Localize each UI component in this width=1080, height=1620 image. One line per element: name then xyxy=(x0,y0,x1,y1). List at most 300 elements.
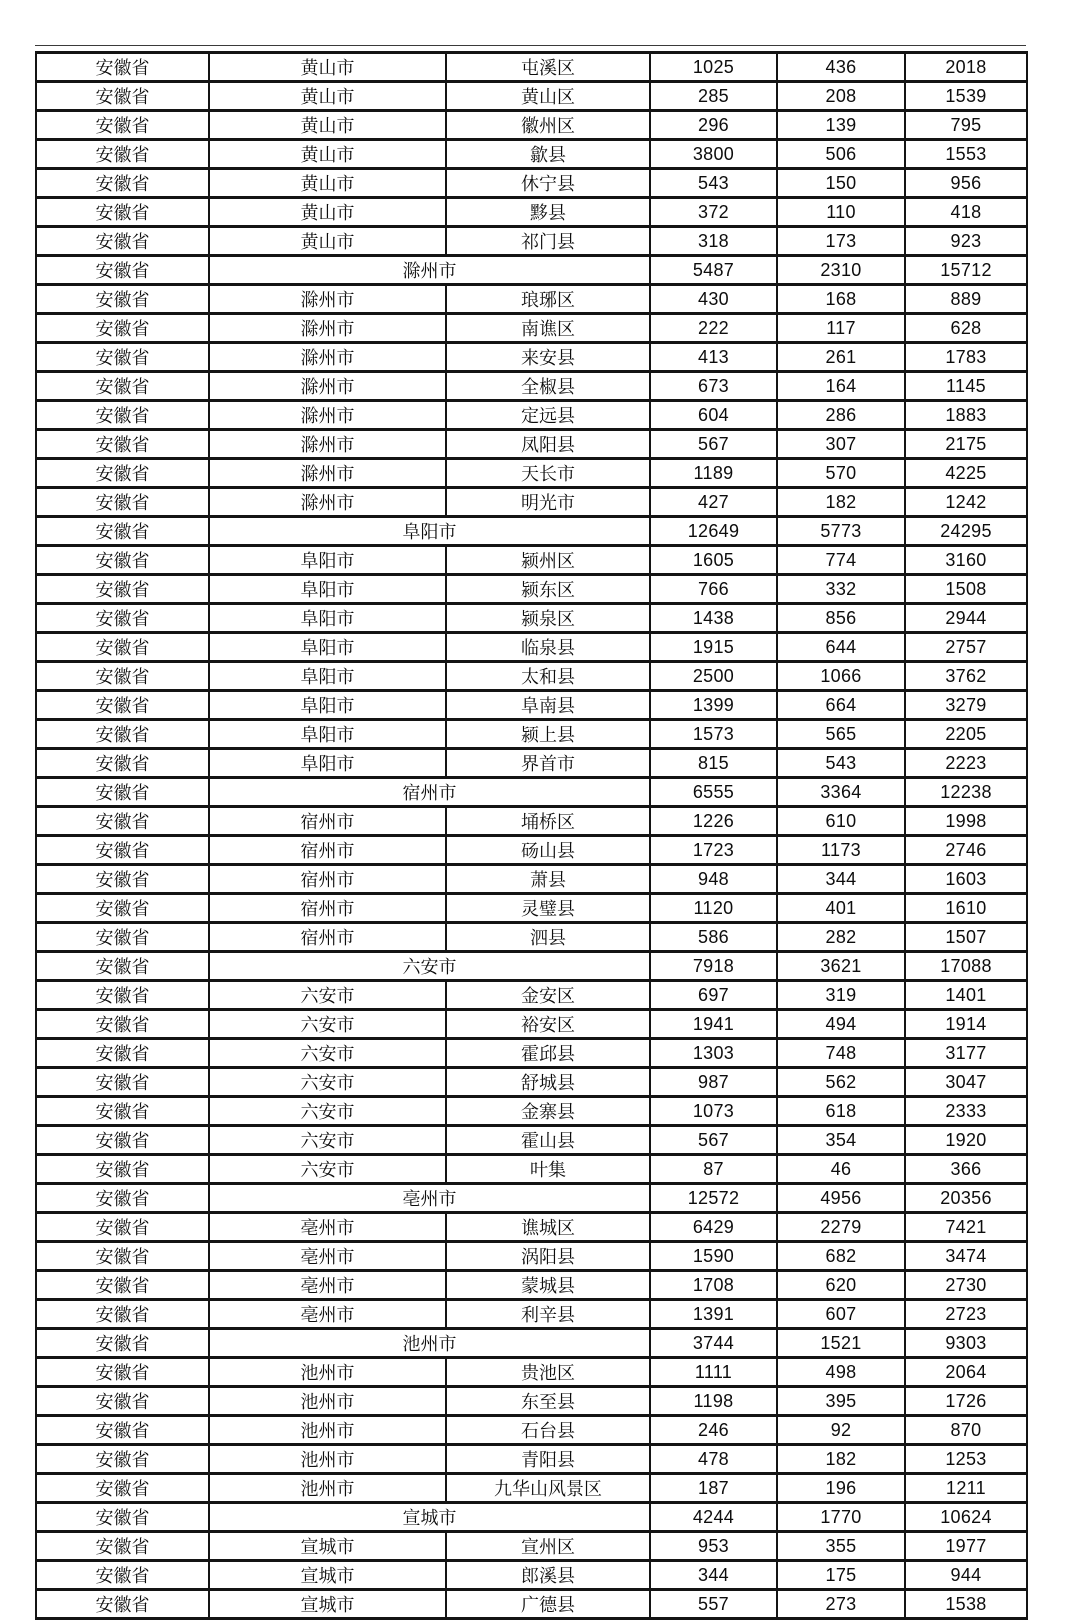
value-cell: 478 xyxy=(650,1445,777,1474)
province-cell: 安徽省 xyxy=(36,1039,209,1068)
region-table-body xyxy=(36,53,1027,1619)
table-row xyxy=(36,923,1027,952)
table-row xyxy=(36,1445,1027,1474)
value-cell: 436 xyxy=(777,53,905,82)
city-cell: 宿州市 xyxy=(209,836,446,865)
table-row xyxy=(36,53,1027,82)
district-cell: 太和县 xyxy=(446,662,650,691)
value-cell: 644 xyxy=(777,633,905,662)
table-row xyxy=(36,343,1027,372)
value-cell: 366 xyxy=(905,1155,1027,1184)
district-cell: 来安县 xyxy=(446,343,650,372)
value-cell: 673 xyxy=(650,372,777,401)
value-cell: 4244 xyxy=(650,1503,777,1532)
value-cell: 5773 xyxy=(777,517,905,546)
table-row xyxy=(36,749,1027,778)
province-cell: 安徽省 xyxy=(36,169,209,198)
value-cell: 2310 xyxy=(777,256,905,285)
table-row xyxy=(36,691,1027,720)
value-cell: 1726 xyxy=(905,1387,1027,1416)
district-cell: 休宁县 xyxy=(446,169,650,198)
value-cell: 2500 xyxy=(650,662,777,691)
value-cell: 92 xyxy=(777,1416,905,1445)
value-cell: 2757 xyxy=(905,633,1027,662)
value-cell: 430 xyxy=(650,285,777,314)
table-row xyxy=(36,1358,1027,1387)
district-cell: 涡阳县 xyxy=(446,1242,650,1271)
province-cell: 安徽省 xyxy=(36,517,209,546)
city-cell: 黄山市 xyxy=(209,169,446,198)
value-cell: 923 xyxy=(905,227,1027,256)
city-cell: 宣城市 xyxy=(209,1590,446,1619)
province-cell: 安徽省 xyxy=(36,1561,209,1590)
province-cell: 安徽省 xyxy=(36,285,209,314)
city-cell: 宿州市 xyxy=(209,923,446,952)
value-cell: 1401 xyxy=(905,981,1027,1010)
city-cell: 阜阳市 xyxy=(209,633,446,662)
value-cell: 87 xyxy=(650,1155,777,1184)
value-cell: 246 xyxy=(650,1416,777,1445)
city-cell: 黄山市 xyxy=(209,227,446,256)
value-cell: 567 xyxy=(650,430,777,459)
province-cell: 安徽省 xyxy=(36,111,209,140)
table-row xyxy=(36,198,1027,227)
value-cell: 17088 xyxy=(905,952,1027,981)
table-row xyxy=(36,1010,1027,1039)
value-cell: 953 xyxy=(650,1532,777,1561)
value-cell: 12572 xyxy=(650,1184,777,1213)
district-cell: 霍邱县 xyxy=(446,1039,650,1068)
value-cell: 1438 xyxy=(650,604,777,633)
province-cell: 安徽省 xyxy=(36,1271,209,1300)
province-cell: 安徽省 xyxy=(36,1155,209,1184)
city-cell: 六安市 xyxy=(209,1126,446,1155)
province-cell: 安徽省 xyxy=(36,662,209,691)
value-cell: 2746 xyxy=(905,836,1027,865)
province-cell: 安徽省 xyxy=(36,372,209,401)
value-cell: 182 xyxy=(777,1445,905,1474)
value-cell: 2944 xyxy=(905,604,1027,633)
value-cell: 586 xyxy=(650,923,777,952)
table-row xyxy=(36,285,1027,314)
value-cell: 4225 xyxy=(905,459,1027,488)
value-cell: 697 xyxy=(650,981,777,1010)
province-cell: 安徽省 xyxy=(36,894,209,923)
district-cell: 歙县 xyxy=(446,140,650,169)
value-cell: 3160 xyxy=(905,546,1027,575)
province-cell: 安徽省 xyxy=(36,778,209,807)
table-row xyxy=(36,575,1027,604)
city-cell: 阜阳市 xyxy=(209,546,446,575)
city-cell: 阜阳市 xyxy=(209,691,446,720)
table-row xyxy=(36,401,1027,430)
value-cell: 3177 xyxy=(905,1039,1027,1068)
value-cell: 795 xyxy=(905,111,1027,140)
value-cell: 413 xyxy=(650,343,777,372)
city-cell: 六安市 xyxy=(209,1155,446,1184)
province-cell: 安徽省 xyxy=(36,1213,209,1242)
table-row xyxy=(36,836,1027,865)
province-cell: 安徽省 xyxy=(36,1184,209,1213)
value-cell: 3474 xyxy=(905,1242,1027,1271)
district-cell: 广德县 xyxy=(446,1590,650,1619)
city-summary-row xyxy=(36,517,1027,546)
district-cell: 颍泉区 xyxy=(446,604,650,633)
value-cell: 1066 xyxy=(777,662,905,691)
district-cell: 九华山风景区 xyxy=(446,1474,650,1503)
table-row xyxy=(36,604,1027,633)
value-cell: 618 xyxy=(777,1097,905,1126)
province-cell: 安徽省 xyxy=(36,923,209,952)
city-summary-row xyxy=(36,256,1027,285)
value-cell: 1783 xyxy=(905,343,1027,372)
province-cell: 安徽省 xyxy=(36,604,209,633)
table-row xyxy=(36,1590,1027,1619)
value-cell: 1915 xyxy=(650,633,777,662)
district-cell: 颍东区 xyxy=(446,575,650,604)
district-cell: 石台县 xyxy=(446,1416,650,1445)
value-cell: 9303 xyxy=(905,1329,1027,1358)
value-cell: 1145 xyxy=(905,372,1027,401)
value-cell: 2175 xyxy=(905,430,1027,459)
province-cell: 安徽省 xyxy=(36,1300,209,1329)
table-row xyxy=(36,894,1027,923)
city-cell: 阜阳市 xyxy=(209,662,446,691)
district-cell: 叶集 xyxy=(446,1155,650,1184)
value-cell: 1603 xyxy=(905,865,1027,894)
province-cell: 安徽省 xyxy=(36,1532,209,1561)
province-cell: 安徽省 xyxy=(36,53,209,82)
value-cell: 196 xyxy=(777,1474,905,1503)
district-cell: 阜南县 xyxy=(446,691,650,720)
value-cell: 1508 xyxy=(905,575,1027,604)
value-cell: 344 xyxy=(777,865,905,894)
district-cell: 天长市 xyxy=(446,459,650,488)
district-cell: 定远县 xyxy=(446,401,650,430)
value-cell: 3762 xyxy=(905,662,1027,691)
city-cell: 六安市 xyxy=(209,1097,446,1126)
value-cell: 562 xyxy=(777,1068,905,1097)
district-cell: 祁门县 xyxy=(446,227,650,256)
value-cell: 2730 xyxy=(905,1271,1027,1300)
value-cell: 12649 xyxy=(650,517,777,546)
table-row xyxy=(36,1416,1027,1445)
city-cell: 滁州市 xyxy=(209,459,446,488)
city-cell: 滁州市 xyxy=(209,285,446,314)
table-row xyxy=(36,1068,1027,1097)
value-cell: 372 xyxy=(650,198,777,227)
value-cell: 987 xyxy=(650,1068,777,1097)
province-cell: 安徽省 xyxy=(36,401,209,430)
table-row xyxy=(36,1242,1027,1271)
value-cell: 1189 xyxy=(650,459,777,488)
table-row xyxy=(36,633,1027,662)
value-cell: 1242 xyxy=(905,488,1027,517)
value-cell: 948 xyxy=(650,865,777,894)
city-total-cell: 亳州市 xyxy=(209,1184,650,1213)
province-cell: 安徽省 xyxy=(36,488,209,517)
province-cell: 安徽省 xyxy=(36,1242,209,1271)
table-row xyxy=(36,140,1027,169)
city-cell: 阜阳市 xyxy=(209,749,446,778)
district-cell: 泗县 xyxy=(446,923,650,952)
value-cell: 344 xyxy=(650,1561,777,1590)
value-cell: 24295 xyxy=(905,517,1027,546)
table-row xyxy=(36,807,1027,836)
value-cell: 1977 xyxy=(905,1532,1027,1561)
value-cell: 3279 xyxy=(905,691,1027,720)
district-cell: 霍山县 xyxy=(446,1126,650,1155)
value-cell: 870 xyxy=(905,1416,1027,1445)
value-cell: 286 xyxy=(777,401,905,430)
value-cell: 10624 xyxy=(905,1503,1027,1532)
district-cell: 徽州区 xyxy=(446,111,650,140)
value-cell: 173 xyxy=(777,227,905,256)
district-cell: 砀山县 xyxy=(446,836,650,865)
table-row xyxy=(36,720,1027,749)
value-cell: 1723 xyxy=(650,836,777,865)
table-row xyxy=(36,459,1027,488)
value-cell: 2333 xyxy=(905,1097,1027,1126)
value-cell: 815 xyxy=(650,749,777,778)
value-cell: 164 xyxy=(777,372,905,401)
value-cell: 604 xyxy=(650,401,777,430)
city-cell: 阜阳市 xyxy=(209,720,446,749)
province-cell: 安徽省 xyxy=(36,720,209,749)
value-cell: 5487 xyxy=(650,256,777,285)
value-cell: 3047 xyxy=(905,1068,1027,1097)
province-cell: 安徽省 xyxy=(36,865,209,894)
value-cell: 208 xyxy=(777,82,905,111)
province-cell: 安徽省 xyxy=(36,836,209,865)
province-cell: 安徽省 xyxy=(36,952,209,981)
city-cell: 六安市 xyxy=(209,1039,446,1068)
value-cell: 1198 xyxy=(650,1387,777,1416)
value-cell: 355 xyxy=(777,1532,905,1561)
city-cell: 六安市 xyxy=(209,1010,446,1039)
table-row xyxy=(36,430,1027,459)
value-cell: 110 xyxy=(777,198,905,227)
value-cell: 1538 xyxy=(905,1590,1027,1619)
value-cell: 1521 xyxy=(777,1329,905,1358)
district-cell: 东至县 xyxy=(446,1387,650,1416)
table-row xyxy=(36,1155,1027,1184)
table-row xyxy=(36,82,1027,111)
value-cell: 1770 xyxy=(777,1503,905,1532)
value-cell: 748 xyxy=(777,1039,905,1068)
value-cell: 222 xyxy=(650,314,777,343)
value-cell: 607 xyxy=(777,1300,905,1329)
value-cell: 7421 xyxy=(905,1213,1027,1242)
value-cell: 273 xyxy=(777,1590,905,1619)
city-total-cell: 池州市 xyxy=(209,1329,650,1358)
city-cell: 六安市 xyxy=(209,981,446,1010)
district-cell: 界首市 xyxy=(446,749,650,778)
value-cell: 1553 xyxy=(905,140,1027,169)
value-cell: 6429 xyxy=(650,1213,777,1242)
province-cell: 安徽省 xyxy=(36,343,209,372)
province-cell: 安徽省 xyxy=(36,1416,209,1445)
value-cell: 1111 xyxy=(650,1358,777,1387)
value-cell: 543 xyxy=(777,749,905,778)
value-cell: 182 xyxy=(777,488,905,517)
city-total-cell: 滁州市 xyxy=(209,256,650,285)
district-cell: 郎溪县 xyxy=(446,1561,650,1590)
value-cell: 494 xyxy=(777,1010,905,1039)
table-row xyxy=(36,488,1027,517)
city-cell: 滁州市 xyxy=(209,314,446,343)
city-summary-row xyxy=(36,1329,1027,1358)
value-cell: 3621 xyxy=(777,952,905,981)
province-cell: 安徽省 xyxy=(36,1387,209,1416)
table-row xyxy=(36,662,1027,691)
value-cell: 20356 xyxy=(905,1184,1027,1213)
city-cell: 滁州市 xyxy=(209,430,446,459)
value-cell: 1173 xyxy=(777,836,905,865)
table-row xyxy=(36,981,1027,1010)
city-cell: 黄山市 xyxy=(209,198,446,227)
province-cell: 安徽省 xyxy=(36,1329,209,1358)
value-cell: 498 xyxy=(777,1358,905,1387)
value-cell: 1920 xyxy=(905,1126,1027,1155)
value-cell: 1211 xyxy=(905,1474,1027,1503)
value-cell: 7918 xyxy=(650,952,777,981)
city-cell: 黄山市 xyxy=(209,140,446,169)
value-cell: 6555 xyxy=(650,778,777,807)
province-cell: 安徽省 xyxy=(36,459,209,488)
city-cell: 池州市 xyxy=(209,1387,446,1416)
district-cell: 金寨县 xyxy=(446,1097,650,1126)
value-cell: 1708 xyxy=(650,1271,777,1300)
district-cell: 裕安区 xyxy=(446,1010,650,1039)
city-cell: 亳州市 xyxy=(209,1242,446,1271)
table-row xyxy=(36,1271,1027,1300)
province-cell: 安徽省 xyxy=(36,749,209,778)
value-cell: 117 xyxy=(777,314,905,343)
province-cell: 安徽省 xyxy=(36,314,209,343)
value-cell: 506 xyxy=(777,140,905,169)
table-row xyxy=(36,227,1027,256)
city-cell: 黄山市 xyxy=(209,111,446,140)
city-cell: 宿州市 xyxy=(209,894,446,923)
district-cell: 宣州区 xyxy=(446,1532,650,1561)
value-cell: 261 xyxy=(777,343,905,372)
value-cell: 1590 xyxy=(650,1242,777,1271)
district-cell: 利辛县 xyxy=(446,1300,650,1329)
district-cell: 屯溪区 xyxy=(446,53,650,82)
value-cell: 1998 xyxy=(905,807,1027,836)
city-cell: 滁州市 xyxy=(209,401,446,430)
city-total-cell: 六安市 xyxy=(209,952,650,981)
value-cell: 620 xyxy=(777,1271,905,1300)
province-cell: 安徽省 xyxy=(36,1358,209,1387)
district-cell: 明光市 xyxy=(446,488,650,517)
city-cell: 黄山市 xyxy=(209,53,446,82)
province-cell: 安徽省 xyxy=(36,1068,209,1097)
value-cell: 1120 xyxy=(650,894,777,923)
value-cell: 2723 xyxy=(905,1300,1027,1329)
province-cell: 安徽省 xyxy=(36,256,209,285)
value-cell: 354 xyxy=(777,1126,905,1155)
value-cell: 46 xyxy=(777,1155,905,1184)
table-row xyxy=(36,1387,1027,1416)
value-cell: 15712 xyxy=(905,256,1027,285)
value-cell: 418 xyxy=(905,198,1027,227)
value-cell: 2279 xyxy=(777,1213,905,1242)
value-cell: 774 xyxy=(777,546,905,575)
city-summary-row xyxy=(36,1503,1027,1532)
district-cell: 凤阳县 xyxy=(446,430,650,459)
value-cell: 1914 xyxy=(905,1010,1027,1039)
city-cell: 亳州市 xyxy=(209,1300,446,1329)
district-cell: 琅琊区 xyxy=(446,285,650,314)
value-cell: 2223 xyxy=(905,749,1027,778)
city-cell: 阜阳市 xyxy=(209,575,446,604)
city-cell: 阜阳市 xyxy=(209,604,446,633)
value-cell: 3364 xyxy=(777,778,905,807)
city-cell: 宣城市 xyxy=(209,1532,446,1561)
value-cell: 1610 xyxy=(905,894,1027,923)
province-cell: 安徽省 xyxy=(36,1445,209,1474)
value-cell: 332 xyxy=(777,575,905,604)
district-cell: 临泉县 xyxy=(446,633,650,662)
value-cell: 401 xyxy=(777,894,905,923)
page-top-rule xyxy=(35,45,1026,46)
value-cell: 1391 xyxy=(650,1300,777,1329)
city-cell: 池州市 xyxy=(209,1474,446,1503)
value-cell: 557 xyxy=(650,1590,777,1619)
value-cell: 1253 xyxy=(905,1445,1027,1474)
value-cell: 187 xyxy=(650,1474,777,1503)
city-cell: 亳州市 xyxy=(209,1213,446,1242)
table-row xyxy=(36,1213,1027,1242)
province-cell: 安徽省 xyxy=(36,575,209,604)
value-cell: 1226 xyxy=(650,807,777,836)
province-cell: 安徽省 xyxy=(36,981,209,1010)
district-cell: 蒙城县 xyxy=(446,1271,650,1300)
city-cell: 滁州市 xyxy=(209,343,446,372)
table-row xyxy=(36,372,1027,401)
value-cell: 567 xyxy=(650,1126,777,1155)
city-cell: 亳州市 xyxy=(209,1271,446,1300)
value-cell: 427 xyxy=(650,488,777,517)
city-summary-row xyxy=(36,778,1027,807)
value-cell: 956 xyxy=(905,169,1027,198)
province-cell: 安徽省 xyxy=(36,691,209,720)
value-cell: 1605 xyxy=(650,546,777,575)
value-cell: 150 xyxy=(777,169,905,198)
value-cell: 282 xyxy=(777,923,905,952)
value-cell: 4956 xyxy=(777,1184,905,1213)
value-cell: 944 xyxy=(905,1561,1027,1590)
city-summary-row xyxy=(36,952,1027,981)
city-cell: 宣城市 xyxy=(209,1561,446,1590)
value-cell: 570 xyxy=(777,459,905,488)
province-cell: 安徽省 xyxy=(36,1503,209,1532)
value-cell: 139 xyxy=(777,111,905,140)
city-cell: 宿州市 xyxy=(209,807,446,836)
province-cell: 安徽省 xyxy=(36,807,209,836)
district-cell: 萧县 xyxy=(446,865,650,894)
value-cell: 543 xyxy=(650,169,777,198)
district-cell: 谯城区 xyxy=(446,1213,650,1242)
value-cell: 856 xyxy=(777,604,905,633)
city-cell: 宿州市 xyxy=(209,865,446,894)
district-cell: 青阳县 xyxy=(446,1445,650,1474)
district-cell: 金安区 xyxy=(446,981,650,1010)
district-cell: 黟县 xyxy=(446,198,650,227)
city-cell: 池州市 xyxy=(209,1358,446,1387)
